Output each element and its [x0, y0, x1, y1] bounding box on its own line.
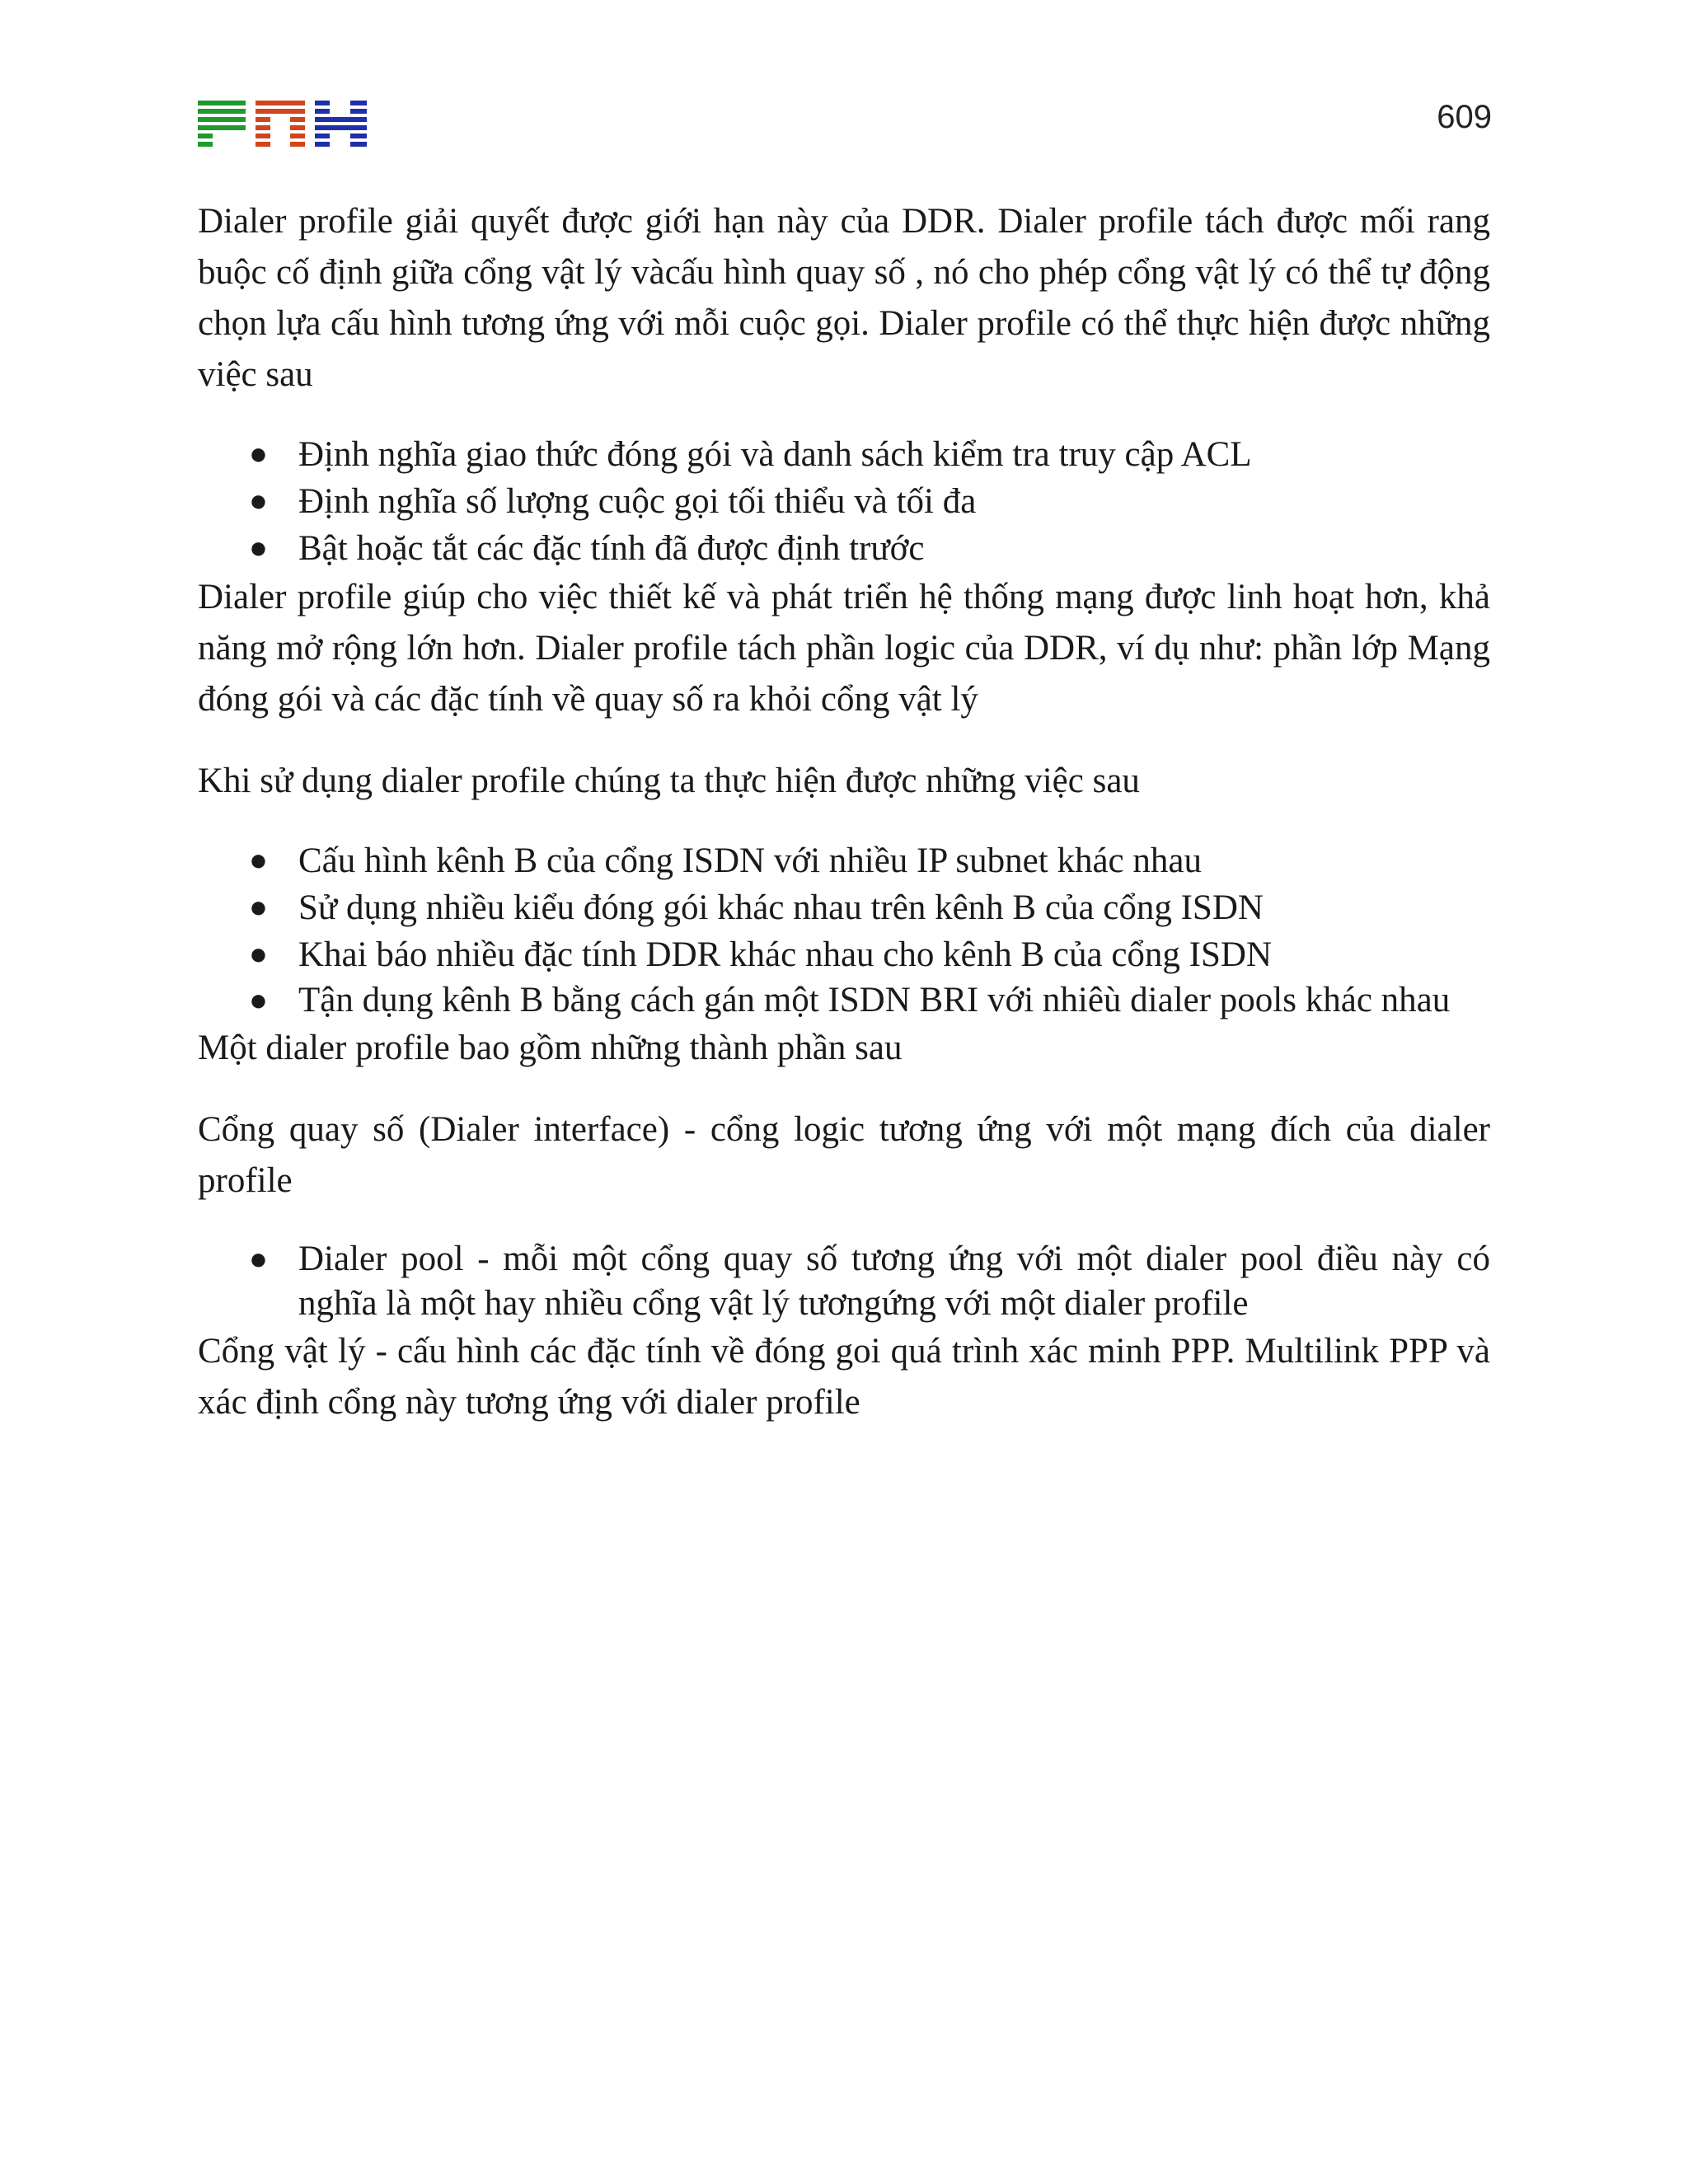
logo-letter-h	[315, 101, 367, 147]
list-item-text: Sử dụng nhiều kiểu đóng gói khác nhau trên kênh B của cổng ISDN	[298, 888, 1264, 927]
bullet-list-3	[198, 1237, 1490, 1326]
bullet-icon: ●	[249, 937, 268, 972]
paragraph-physical-interface: Cổng vật lý - cấu hình các đặc tính về đóng goi quá trình xác minh PPP. Multilink PPP và xác định cổng này tương ứng với dialer profile	[198, 1332, 1490, 1422]
paragraph-benefits: Dialer profile giúp cho việc thiết kế và phát triển hệ thống mạng được linh hoạt hơn, khả năng mở rộng lớn hơn. Dialer profile tách phần logic của DDR, ví dụ như: phần lớp Mạng đóng gói và các đặc tính về quay số ra khỏi cổng vật lý	[198, 578, 1490, 719]
page-body	[198, 196, 1490, 1428]
list-item-text: Tận dụng kênh B bằng cách gán một ISDN BRI với nhiêù dialer pools khác nhau	[298, 981, 1451, 1019]
list-item-text: Định nghĩa số lượng cuộc gọi tối thiểu và tối đa	[298, 482, 977, 521]
pnh-logo	[198, 101, 367, 148]
page-number: 609	[1437, 99, 1492, 135]
list-item-text: Dialer pool - mỗi một cổng quay số tương ứng với một dialer pool điều này có nghĩa là một hay nhiều cổng vật lý tươngứng với một dialer profile	[298, 1240, 1490, 1323]
paragraph-components-intro: Một dialer profile bao gồm những thành phần sau	[198, 1029, 903, 1067]
bullet-list-1	[198, 431, 1490, 572]
paragraph-usage-intro: Khi sử dụng dialer profile chúng ta thực hiện được những việc sau	[198, 762, 1140, 800]
list-item	[198, 837, 1490, 884]
paragraph-dialer-interface: Cổng quay số (Dialer interface) - cổng logic tương ứng với một mạng đích của dialer profile	[198, 1110, 1490, 1200]
bullet-icon: ●	[249, 531, 268, 565]
bullet-icon: ●	[249, 484, 268, 518]
list-item	[198, 1237, 1490, 1326]
bullet-icon: ●	[249, 437, 268, 471]
list-item-text: Bật hoặc tắt các đặc tính đã được định trước	[298, 529, 925, 568]
list-item	[198, 525, 1490, 572]
list-item-text: Khai báo nhiều đặc tính DDR khác nhau cho kênh B của cổng ISDN	[298, 935, 1273, 974]
list-item	[198, 931, 1490, 978]
list-item	[198, 978, 1490, 1023]
bullet-icon: ●	[249, 1242, 268, 1277]
list-item-text: Định nghĩa giao thức đóng gói và danh sách kiểm tra truy cập ACL	[298, 435, 1252, 474]
logo-letter-n	[256, 101, 305, 147]
bullet-icon: ●	[249, 983, 268, 1018]
bullet-list-2	[198, 837, 1490, 1023]
list-item	[198, 431, 1490, 478]
logo-letter-p	[198, 101, 246, 147]
list-item	[198, 884, 1490, 931]
bullet-icon: ●	[249, 890, 268, 925]
list-item-text: Cấu hình kênh B của cổng ISDN với nhiều IP subnet khác nhau	[298, 841, 1202, 880]
paragraph-intro: Dialer profile giải quyết được giới hạn này của DDR. Dialer profile tách được mối rang buộc cố định giữa cổng vật lý vàcấu hình quay số , nó cho phép cổng vật lý có thể tự động chọn lựa cấu hình tương ứng với mỗi cuộc gọi. Dialer profile có thể thực hiện được những việc sau	[198, 202, 1490, 394]
bullet-icon: ●	[249, 843, 268, 878]
list-item	[198, 478, 1490, 525]
